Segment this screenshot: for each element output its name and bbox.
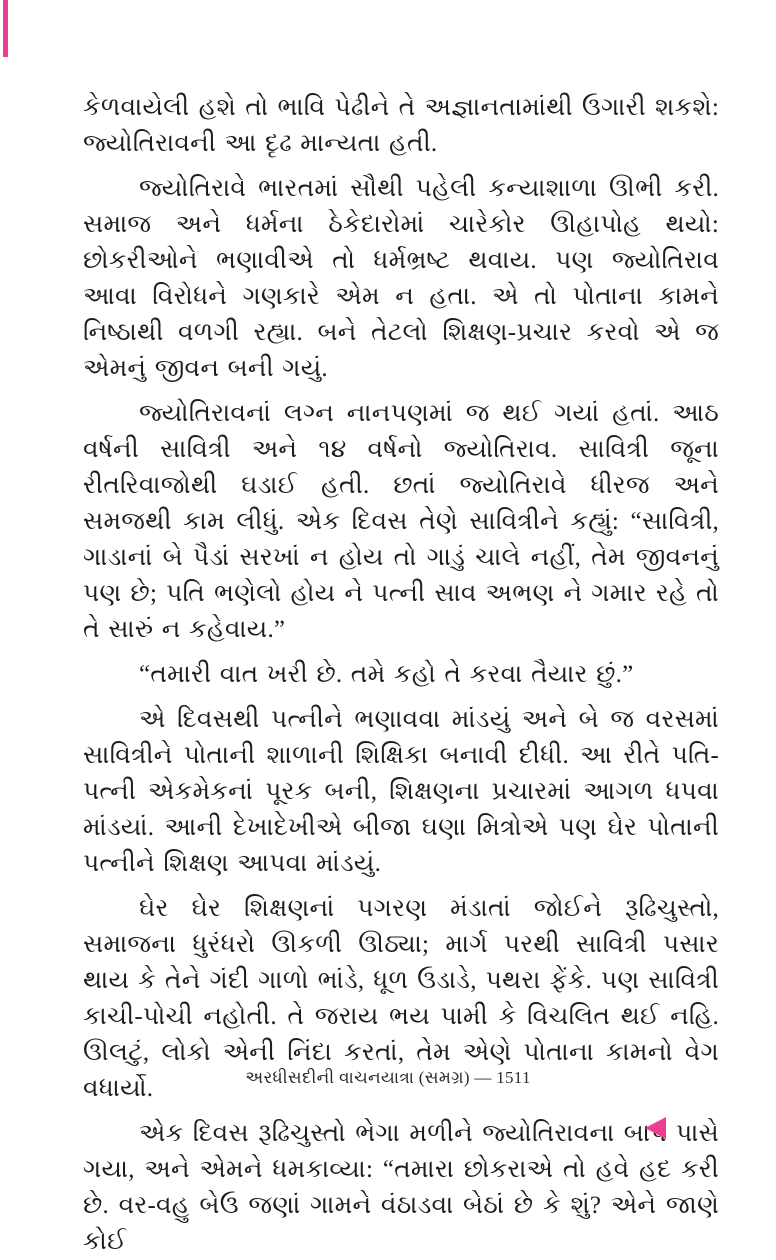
previous-page-triangle-icon[interactable] [645,1117,666,1139]
paragraph-continuation: કેળવાયેલી હશે તો ભાવિ પેઢીને તે અજ્ઞાનતામાંથી ઉગારી શકશે: જ્યોતિરાવની આ દૃઢ માન્યતા હતી. [83,94,719,157]
paragraph: એ દિવસથી પત્નીને ભણાવવા માંડયું અને બે જ વરસમાં સાવિત્રીને પોતાની શાળાની શિક્ષિકા બનાવી દીધી. આ રીતે પતિ-પત્ની એકમેકનાં પૂરક બની, શિક્ષણના પ્રચારમાં આગળ ધપવા માંડયાં. આની દેખાદેખીએ બીજા ઘણા મિત્રોએ પણ ઘેર પોતાની પત્નીને શિક્ષણ આપવા માંડયું. [83,706,719,877]
left-accent-bar [3,0,8,57]
footer-running-title: અરધીસદીની વાચનયાત્રા (સમગ્ર) — 1511 [245,1068,531,1087]
paragraph: જ્યોતિરાવનાં લગ્ન નાનપણમાં જ થઈ ગયાં હતાં. આઠ વર્ષની સાવિત્રી અને ૧૪ વર્ષનો જ્યોતિરાવ. સાવિત્રી જૂના રીતરિવાજોથી ઘડાઈ હતી. છતાં જ્યોતિરાવે ધીરજ અને સમજથી કામ લીધું. એક દિવસ તેણે સાવિત્રીને કહ્યું: “સાવિત્રી, ગાડાનાં બે પૈડાં સરખાં ન હોય તો ગાડું ચાલે નહીં, તેમ જીવનનું પણ છે; પતિ ભણેલો હોય ને પત્ની સાવ અભણ ને ગમાર રહે તો તે સારું ન કહેવાય.” [83,400,719,643]
paragraph-quote: “તમારી વાત ખરી છે. તમે કહો તે કરવા તૈયાર છું.” [139,661,634,688]
paragraph: જ્યોતિરાવે ભારતમાં સૌથી પહેલી કન્યાશાળા ઊભી કરી. સમાજ અને ધર્મના ઠેકેદારોમાં ચારેકોર ઊહાપોહ થયો: છોકરીઓને ભણાવીએ તો ધર્મભ્રષ્ટ થવાય. પણ જ્યોતિરાવ આવા વિરોધને ગણકારે એમ ન હતા. એ તો પોતાના કામને નિષ્ઠાથી વળગી રહ્યા. બને તેટલો શિક્ષણ-પ્રચાર કરવો એ જ એમનું જીવન બની ગયું. [83,175,719,382]
paragraph: એક દિવસ રૂઢિચુસ્તો ભેગા મળીને જ્યોતિરાવના બાપ પાસે ગયા, અને એમને ધમકાવ્યા: “તમારા છોકરાએ તો હવે હદ કરી છે. વર-વહુ બેઉ જણાં ગામને વંઠાડવા બેઠાં છે કે શું? એને જાણે કોઈ [83,1120,719,1255]
paragraph: ઘેર ઘેર શિક્ષણનાં પગરણ મંડાતાં જોઈને રૂઢિચુસ્તો, સમાજના ધુરંધરો ઊકળી ઊઠ્યા; માર્ગ પરથી સાવિત્રી પસાર થાય કે તેને ગંદી ગાળો ભાંડે, ધૂળ ઉડાડે, પથરા ફેંકે. પણ સાવિત્રી કાચી-પોચી નહોતી. તે જરાય ભય પામી કે વિચલિત થઈ નહિ. ઊલટું, લોકો એની નિંદા કરતાં, તેમ એણે પોતાના કામનો વેગ વધાર્યો. [83,895,719,1102]
